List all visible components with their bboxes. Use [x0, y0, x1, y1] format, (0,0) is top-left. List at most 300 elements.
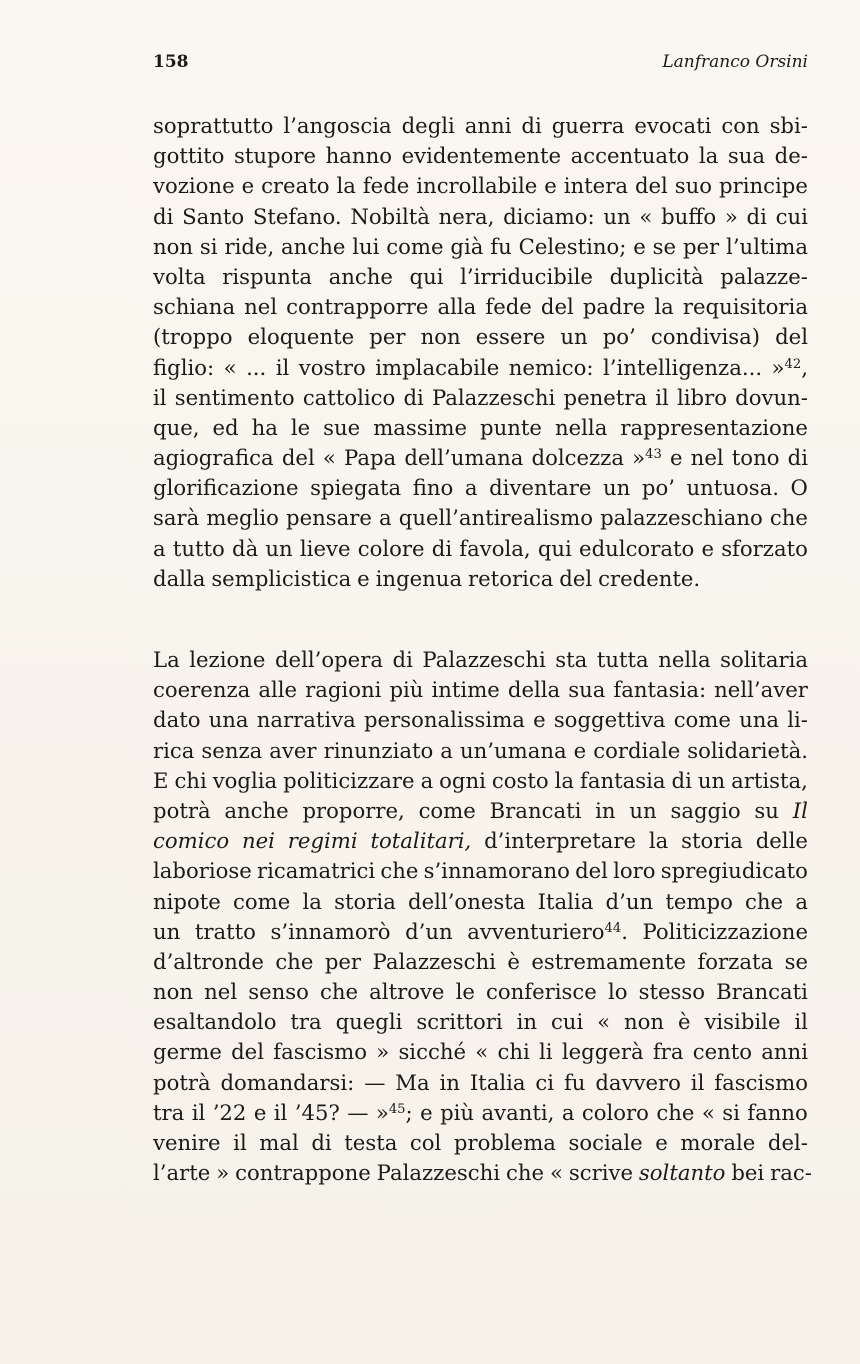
- word: di: [311, 1130, 332, 1155]
- word: le: [290, 414, 311, 440]
- word: stupore: [234, 143, 317, 169]
- word: cui: [550, 1009, 584, 1035]
- text-line: [153, 1037, 808, 1067]
- text-line: [153, 443, 808, 473]
- word: un: [603, 475, 631, 501]
- word: «: [475, 1039, 489, 1065]
- word: aver: [269, 737, 317, 763]
- word: fu: [563, 1069, 586, 1095]
- word: ...: [246, 354, 267, 380]
- word: E: [153, 767, 169, 793]
- word: saggio: [670, 797, 741, 823]
- word: delle: [755, 828, 808, 854]
- word: alle: [258, 677, 298, 703]
- word: e: [655, 1130, 668, 1155]
- word: s’innamorano: [423, 858, 570, 884]
- word: visibile: [704, 1009, 781, 1035]
- word: nel: [690, 445, 724, 471]
- word: diciamo:: [503, 203, 595, 229]
- text-line: [153, 262, 808, 292]
- word: narrativa: [256, 707, 356, 733]
- text-line: [153, 947, 808, 977]
- word: di: [787, 445, 808, 471]
- word: il: [191, 1099, 206, 1125]
- word: come: [233, 888, 291, 914]
- word: artista,: [731, 767, 808, 793]
- word: alla: [437, 294, 477, 320]
- word: suo: [674, 173, 713, 199]
- word: Brancati: [489, 797, 582, 823]
- word: si: [199, 233, 218, 259]
- word: in: [439, 1069, 460, 1095]
- word: fascismo: [273, 1039, 367, 1065]
- word: e: [533, 707, 546, 733]
- word: nei: [241, 828, 275, 854]
- word: d’un: [405, 918, 453, 944]
- text-line: [153, 1098, 808, 1128]
- word: ragioni: [305, 677, 382, 703]
- text-line: [153, 856, 808, 886]
- word: qui: [537, 535, 572, 561]
- word: storia: [334, 888, 396, 914]
- word: coloro: [581, 1099, 649, 1125]
- word: la: [698, 143, 719, 169]
- word: padre: [582, 294, 646, 320]
- word: sua: [568, 677, 606, 703]
- word: di: [431, 535, 453, 561]
- word: cui: [775, 203, 808, 229]
- word: nemico:: [508, 354, 594, 380]
- paragraph: [153, 111, 808, 594]
- word: nell’aver: [714, 677, 808, 703]
- word: Palazzeschi: [431, 384, 556, 410]
- word: »: [216, 1160, 230, 1186]
- word: soltanto: [638, 1160, 726, 1186]
- word: Italia: [469, 1069, 526, 1095]
- word: esaltandolo: [153, 1009, 277, 1035]
- word: e: [241, 173, 255, 199]
- word: li-: [787, 707, 808, 733]
- word: Palazzeschi: [422, 647, 546, 672]
- word: penetra: [563, 384, 648, 410]
- word: un’umana: [459, 737, 567, 763]
- word: a: [420, 767, 434, 793]
- word: —: [364, 1069, 386, 1095]
- word: Politicizzazione: [642, 918, 808, 944]
- word: Ma: [395, 1069, 430, 1095]
- word: que,: [153, 414, 200, 440]
- text-line: [153, 111, 808, 141]
- word: ’22: [212, 1099, 247, 1125]
- footnote-ref: 45: [388, 1101, 406, 1117]
- text-line: [153, 1068, 808, 1098]
- word: laboriose: [153, 858, 252, 884]
- text-line: [153, 564, 808, 594]
- word: la: [654, 294, 674, 320]
- word: sta: [555, 647, 588, 672]
- word: anni: [464, 113, 512, 138]
- word: e: [253, 1099, 267, 1125]
- word: edulcorato: [579, 535, 695, 561]
- word: del: [281, 445, 315, 471]
- word: davvero: [595, 1069, 681, 1095]
- word: buffo: [661, 203, 717, 229]
- word: «: [639, 203, 653, 229]
- word: «: [223, 354, 237, 380]
- word: fascismo: [714, 1069, 808, 1095]
- word: fantasia: [580, 767, 666, 793]
- word: della: [507, 677, 561, 703]
- text-line: [153, 171, 808, 201]
- word: non: [153, 979, 194, 1005]
- word: s’innamorò: [270, 918, 391, 944]
- text-line: [153, 473, 808, 503]
- word: dolcezza: [531, 445, 624, 471]
- word: le: [455, 979, 475, 1005]
- word: fu: [490, 233, 512, 259]
- word: untuosa.: [686, 475, 779, 501]
- word: di: [671, 767, 692, 793]
- word: ’45?: [294, 1099, 340, 1125]
- word: ha: [251, 414, 278, 440]
- word: avanti,: [481, 1099, 555, 1125]
- word: quegli: [335, 1009, 403, 1035]
- word: sbi-: [769, 113, 808, 138]
- word: un: [697, 767, 726, 793]
- word: il: [153, 384, 167, 410]
- word: agiografica: [153, 445, 274, 471]
- word: sua: [727, 143, 766, 169]
- word: e: [701, 535, 714, 561]
- word: il: [794, 1009, 808, 1035]
- word: dà: [232, 535, 259, 561]
- word: non: [624, 1009, 665, 1035]
- word: su: [754, 797, 779, 823]
- word: fede: [362, 173, 410, 199]
- word: colore: [357, 535, 425, 561]
- word: di: [746, 203, 767, 229]
- word: »$^{42}$,: [771, 354, 808, 380]
- running-head-author: Lanfranco Orsini: [662, 52, 808, 72]
- word: che: [320, 979, 359, 1005]
- word: vozione: [153, 173, 235, 199]
- word: «: [549, 1160, 563, 1186]
- word: contrappone: [235, 1160, 371, 1186]
- word: spiegata: [310, 475, 402, 501]
- word: senza: [201, 737, 263, 763]
- word: gottito: [153, 143, 225, 169]
- word: con: [721, 113, 760, 138]
- word: nipote: [153, 888, 221, 914]
- word: solitaria: [720, 647, 808, 672]
- word: l’angoscia: [283, 113, 392, 138]
- word: intime: [431, 677, 500, 703]
- word: figlio:: [153, 354, 215, 380]
- word: d’un: [605, 888, 654, 914]
- word: evidentemente: [401, 143, 562, 169]
- footnote-ref: 44: [604, 920, 622, 936]
- word: favola,: [459, 535, 531, 561]
- word: essere: [475, 324, 546, 350]
- word: fino: [412, 475, 454, 501]
- word: tratto: [194, 918, 256, 944]
- word: fanno: [747, 1099, 808, 1125]
- word: che: [275, 948, 314, 974]
- word: Papa: [344, 445, 397, 471]
- word: ogni: [439, 767, 486, 793]
- word: punte: [480, 414, 542, 440]
- word: se: [652, 233, 677, 259]
- page-number: 158: [153, 52, 189, 72]
- text-line: [153, 322, 808, 352]
- word: condivisa): [650, 324, 761, 350]
- word: di: [153, 203, 174, 229]
- word: politicizzare: [283, 767, 415, 793]
- word: palazzeschiano: [600, 505, 763, 531]
- word: tutto: [172, 535, 225, 561]
- word: l’ultima: [726, 233, 808, 259]
- word: ci: [535, 1069, 555, 1095]
- word: nel: [204, 979, 238, 1005]
- word: »$^{45}$;: [375, 1099, 413, 1125]
- word: d’interpretare: [484, 828, 637, 854]
- word: per: [682, 233, 720, 259]
- word: ricamatrici: [256, 858, 376, 884]
- word: un: [560, 324, 588, 350]
- word: »: [376, 1039, 390, 1065]
- word: a: [153, 535, 166, 561]
- word: è: [677, 1009, 691, 1035]
- word: lieve: [299, 535, 351, 561]
- word: nera,: [438, 203, 495, 229]
- word: di: [403, 384, 424, 410]
- word: Brancati: [716, 979, 808, 1005]
- word: mal: [259, 1130, 299, 1155]
- word: è: [507, 948, 520, 974]
- word: la: [648, 828, 669, 854]
- text-line: [153, 534, 808, 564]
- footnote-ref: 42: [784, 356, 802, 372]
- word: sarà: [153, 505, 200, 531]
- word: meglio: [206, 505, 279, 531]
- word: col: [409, 1130, 442, 1155]
- word: glorificazione: [153, 475, 299, 501]
- word: la: [302, 888, 322, 914]
- word: chi: [174, 767, 207, 793]
- word: (troppo: [153, 324, 233, 350]
- word: Santo: [182, 203, 245, 229]
- word: rispunta: [222, 263, 313, 289]
- word: li: [539, 1039, 553, 1065]
- word: tono: [731, 445, 780, 471]
- word: per: [324, 948, 362, 974]
- word: hanno: [325, 143, 392, 169]
- word: il: [655, 384, 669, 410]
- word: del: [231, 1039, 264, 1065]
- word: e: [544, 173, 557, 199]
- word: e: [420, 1099, 433, 1125]
- text-line: [153, 232, 808, 262]
- word: nel: [244, 294, 278, 320]
- word: ed: [212, 414, 239, 440]
- word: cordiale: [593, 737, 681, 763]
- word: rica: [153, 737, 195, 763]
- word: storia: [681, 828, 743, 854]
- word: del: [634, 173, 668, 199]
- word: schiana: [153, 294, 236, 320]
- word: incrollabile: [416, 173, 538, 199]
- word: Il: [792, 797, 808, 823]
- word: totalitari,: [370, 828, 472, 854]
- text-line: [153, 383, 808, 413]
- word: per: [369, 324, 406, 350]
- word: si: [722, 1099, 740, 1125]
- word: di: [521, 113, 542, 138]
- word: «: [597, 1009, 611, 1035]
- text-line: [153, 675, 808, 705]
- text-line: [153, 141, 808, 171]
- word: evocati: [634, 113, 712, 138]
- word: fede: [485, 294, 532, 320]
- word: germe: [153, 1039, 222, 1065]
- word: chi: [497, 1039, 530, 1065]
- word: scrittori: [416, 1009, 503, 1035]
- word: in: [595, 797, 616, 823]
- word: semplicistica: [211, 565, 352, 591]
- word: dato: [153, 707, 201, 733]
- word: cattolico: [302, 384, 396, 410]
- word: potrà: [153, 1069, 211, 1095]
- word: coerenza: [153, 677, 251, 703]
- text-line: [153, 826, 808, 856]
- word: sentimento: [174, 384, 295, 410]
- word: d’altronde: [153, 948, 264, 974]
- word: Palazzeschi: [372, 948, 496, 974]
- word: sue: [323, 414, 361, 440]
- word: Nobiltà: [350, 203, 430, 229]
- word: problema: [453, 1130, 556, 1155]
- word: senso: [248, 979, 309, 1005]
- word: tempo: [665, 888, 733, 914]
- word: il: [690, 1069, 705, 1095]
- word: qui: [409, 263, 444, 289]
- word: se: [784, 948, 808, 974]
- word: già: [450, 233, 484, 259]
- word: non: [420, 324, 461, 350]
- word: »$^{43}$: [632, 445, 662, 471]
- word: Stefano.: [252, 203, 342, 229]
- word: nella: [554, 414, 608, 440]
- word: avventuriero$^{44}$.: [467, 918, 628, 944]
- text-line: [153, 705, 808, 735]
- word: e: [357, 565, 370, 591]
- word: requisitoria: [682, 294, 808, 320]
- running-head: [153, 52, 808, 80]
- paragraph: [153, 645, 812, 1188]
- text-line: [153, 766, 808, 796]
- word: la: [554, 767, 575, 793]
- word: Palazzeschi: [376, 1160, 501, 1186]
- word: la: [336, 173, 356, 199]
- text-line: [153, 353, 808, 383]
- word: comico: [153, 828, 230, 854]
- word: costo: [491, 767, 549, 793]
- word: a: [795, 888, 808, 914]
- word: come: [386, 233, 444, 259]
- word: tutta: [596, 647, 649, 672]
- word: bei: [731, 1160, 765, 1186]
- word: del-: [767, 1130, 808, 1155]
- text-line: [153, 1007, 808, 1037]
- word: domandarsi:: [220, 1069, 355, 1095]
- word: lezione: [189, 647, 266, 672]
- word: anni: [761, 1039, 808, 1065]
- word: duplicità: [609, 263, 704, 289]
- word: rinunziato: [323, 737, 434, 763]
- word: di: [392, 647, 413, 672]
- word: retorica: [468, 565, 554, 591]
- word: dell’opera: [274, 647, 383, 672]
- word: tra: [290, 1009, 322, 1035]
- word: po’: [602, 324, 636, 350]
- word: creato: [261, 173, 330, 199]
- word: pensare: [286, 505, 372, 531]
- word: dovun-: [735, 384, 808, 410]
- word: l’arte: [153, 1160, 211, 1186]
- word: potrà: [153, 797, 211, 823]
- word: de-: [774, 143, 808, 169]
- word: soggettiva: [553, 707, 666, 733]
- word: contrapporre: [286, 294, 429, 320]
- word: venire: [153, 1130, 221, 1155]
- word: che: [745, 888, 784, 914]
- word: l’irriducibile: [460, 263, 593, 289]
- word: personalissima: [363, 707, 525, 733]
- word: soprattutto: [153, 113, 274, 138]
- word: il: [275, 354, 290, 380]
- word: un: [629, 797, 657, 823]
- text-line: [153, 645, 808, 675]
- word: del: [775, 324, 808, 350]
- word: accentuato: [570, 143, 690, 169]
- text-line: [153, 917, 808, 947]
- word: più: [440, 1099, 475, 1125]
- word: leggerà: [561, 1039, 644, 1065]
- word: scrive: [568, 1160, 633, 1186]
- word: un: [153, 918, 181, 944]
- text-line: [153, 796, 808, 826]
- word: che: [380, 858, 419, 884]
- word: Celestino;: [518, 233, 627, 259]
- word: estremamente: [531, 948, 686, 974]
- word: nella: [658, 647, 711, 672]
- word: quell’antirealismo: [398, 505, 593, 531]
- word: il: [233, 1130, 247, 1155]
- word: principe: [719, 173, 808, 199]
- word: non: [153, 233, 194, 259]
- word: implacabile: [375, 354, 500, 380]
- word: lo: [607, 979, 628, 1005]
- word: dell’onesta: [408, 888, 526, 914]
- word: che: [505, 1160, 545, 1186]
- word: e: [669, 445, 683, 471]
- text-line: [153, 736, 808, 766]
- word: sforzato: [721, 535, 808, 561]
- word: morale: [680, 1130, 756, 1155]
- text-line: [153, 977, 808, 1007]
- word: una: [739, 707, 780, 733]
- word: Italia: [537, 888, 594, 914]
